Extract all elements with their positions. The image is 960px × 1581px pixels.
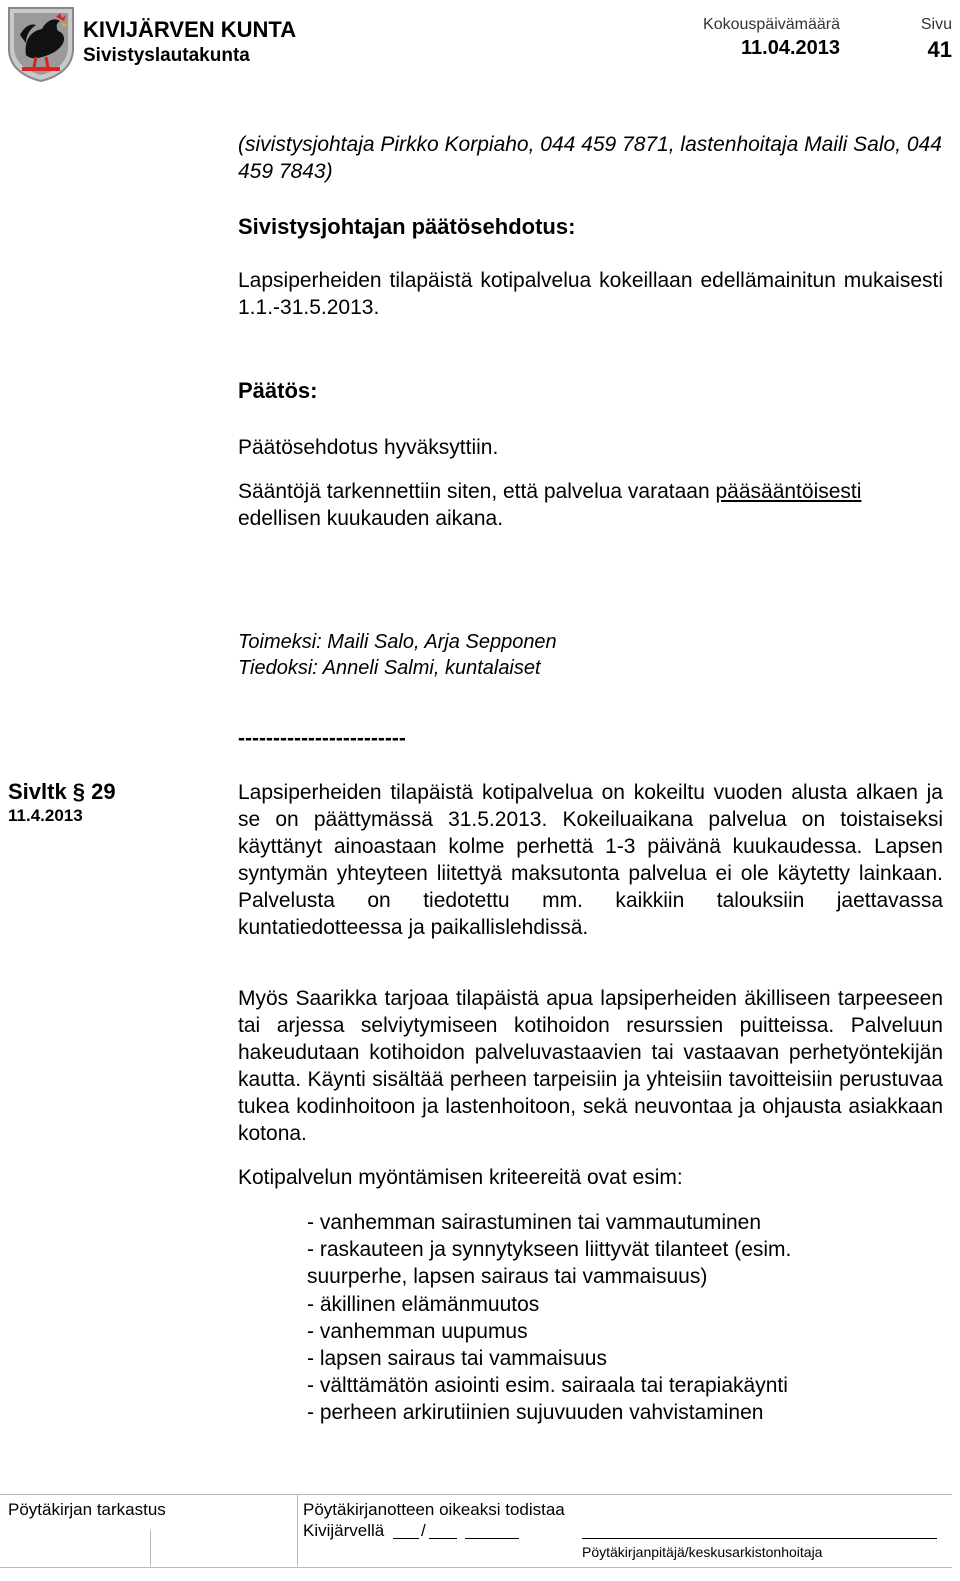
section-paragraph-2: Myös Saarikka tarjoaa tilapäistä apua lapsiperheiden äkilliseen tarpeeseen tai arjessa selviytymiseen kotihoidon resurssien puitteissa. Palveluun hakeudutaan kotihoidon palveluvastaavien tai vastaavan perhetyöntekijän kautta. Käynti sisältää perheen tarpeisiin ja yhteisiin tavoitteisiin perustuvaa tukea kodinhoitoon ja lastenhoitoon, sekä neuvontaa ja ohjausta asiakkaan kotona. bbox=[238, 987, 943, 1145]
coat-of-arms-logo-icon bbox=[6, 5, 76, 83]
footer-certify-label: Pöytäkirjanotteen oikeaksi todistaa bbox=[303, 1500, 565, 1519]
footer-signer-title: Pöytäkirjanpitäjä/keskusarkistonhoitaja bbox=[582, 1544, 823, 1560]
rules-text-a: Sääntöjä tarkennettiin siten, että palvelua varataan bbox=[238, 480, 716, 503]
rules-text-underlined: pääsääntöisesti bbox=[715, 480, 862, 503]
meeting-date-value: 11.04.2013 bbox=[741, 37, 840, 59]
proposal-heading: Sivistysjohtajan päätösehdotus: bbox=[238, 214, 576, 239]
rules-text-b: edellisen kuukauden aikana. bbox=[238, 507, 504, 530]
contact-line: (sivistysjohtaja Pirkko Korpiaho, 044 459 7871, lastenhoitaja Maili Salo, 044 459 7843) bbox=[238, 133, 942, 183]
tiedoksi-line: Tiedoksi: Anneli Salmi, kuntalaiset bbox=[238, 657, 541, 679]
section-divider: ------------------------ bbox=[238, 727, 406, 750]
rules-text bbox=[238, 478, 943, 532]
criteria-item: - raskauteen ja synnytykseen liittyvät tilanteet (esim. bbox=[307, 1238, 792, 1262]
toimeksi-line: Toimeksi: Maili Salo, Arja Sepponen bbox=[238, 631, 557, 653]
organization-name: KIVIJÄRVEN KUNTA bbox=[83, 17, 297, 42]
criteria-item: - vanhemman uupumus bbox=[307, 1319, 528, 1343]
section-date: 11.4.2013 bbox=[8, 806, 83, 825]
meeting-date-label: Kokouspäivämäärä bbox=[703, 16, 840, 33]
footer-date-slash: / bbox=[421, 1521, 426, 1540]
footer-divider bbox=[150, 1530, 151, 1566]
criteria-intro: Kotipalvelun myöntämisen kriteereitä ovat esim: bbox=[238, 1166, 683, 1189]
footer-review-label: Pöytäkirjan tarkastus bbox=[8, 1500, 166, 1519]
criteria-item: - lapsen sairaus tai vammaisuus bbox=[307, 1347, 607, 1371]
footer-year-blank bbox=[465, 1538, 519, 1539]
footer-signature-line bbox=[582, 1538, 937, 1539]
page-number: 41 bbox=[927, 37, 952, 62]
footer-place: Kivijärvellä bbox=[303, 1521, 385, 1540]
footer-divider bbox=[297, 1494, 298, 1566]
criteria-list bbox=[307, 1209, 927, 1427]
criteria-item: - äkillinen elämänmuutos bbox=[307, 1292, 540, 1316]
decision-text: Päätösehdotus hyväksyttiin. bbox=[238, 436, 499, 459]
decision-heading: Päätös: bbox=[238, 378, 318, 403]
section-label: Sivltk § 29 bbox=[8, 779, 116, 804]
criteria-item: suurperhe, lapsen sairaus tai vammaisuus) bbox=[307, 1265, 708, 1289]
proposal-text: Lapsiperheiden tilapäistä kotipalvelua kokeillaan edellämainitun mukaisesti 1.1.-31.5.2013. bbox=[238, 269, 943, 319]
criteria-item: - vanhemman sairastuminen tai vammautuminen bbox=[307, 1211, 762, 1234]
section-paragraph-1: Lapsiperheiden tilapäistä kotipalvelua on kokeiltu vuoden alusta alkaen ja se on päättymässä 31.5.2013. Kokeiluaikana palvelua on toistaiseksi käyttänyt ainoastaan kolme perhettä 1-3 päivänä kuukaudessa. Lapsen syntymän yhteyteen liitettyä maksutonta palvelua ei ole käytetty lainkaan. Palvelusta on tiedotettu mm. kaikkiin talouksiin jaettavassa kuntatiedotteessa ja paikallislehdissä. bbox=[238, 781, 943, 939]
criteria-item: - välttämätön asiointi esim. sairaala tai terapiakäynti bbox=[307, 1374, 788, 1398]
footer-month-blank bbox=[429, 1538, 457, 1539]
page-label: Sivu bbox=[920, 16, 952, 33]
criteria-item: - perheen arkirutiinien sujuvuuden vahvistaminen bbox=[307, 1401, 764, 1425]
department-name: Sivistyslautakunta bbox=[83, 45, 250, 66]
footer-day-blank bbox=[393, 1538, 419, 1539]
